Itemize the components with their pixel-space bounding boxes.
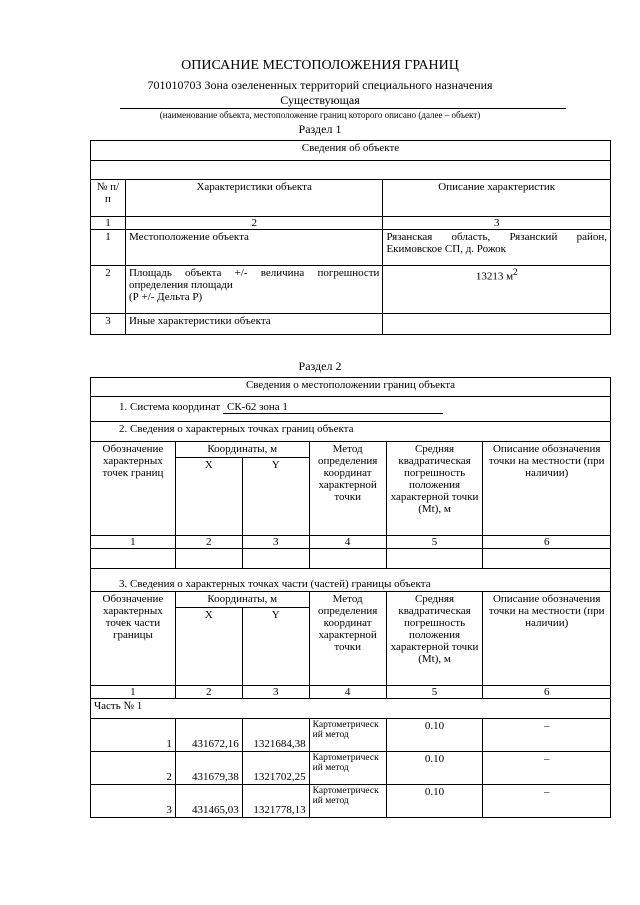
col-coords-header: Координаты, м <box>175 442 309 458</box>
point-x: 431672,16 <box>175 719 242 752</box>
index-cell: 6 <box>483 536 611 549</box>
col-desc-header: Описание характеристик <box>383 180 611 217</box>
index-cell: 1 <box>91 536 176 549</box>
point-method: Картометрическ ий метод <box>309 752 386 785</box>
point-x: 431679,38 <box>175 752 242 785</box>
underline <box>120 108 566 109</box>
col-mt-header: Средняя квадратическая погрешность положения характерной точки (Mt), м <box>386 592 483 686</box>
s2-heading: Сведения о местоположении границ объекта <box>91 378 611 397</box>
point-mt: 0.10 <box>386 719 483 752</box>
col-x-header: X <box>175 458 242 536</box>
point-y: 1321778,13 <box>242 785 309 818</box>
section2-label: Раздел 2 <box>298 359 342 373</box>
empty-cell <box>175 549 242 569</box>
index-cell: 1 <box>91 686 176 699</box>
object-status: Существующая <box>280 93 360 107</box>
index-cell: 2 <box>175 536 242 549</box>
col-x-header: X <box>175 608 242 686</box>
s1-empty-row <box>91 161 611 180</box>
row-char-formula: (Р +/- Дельта Р) <box>128 291 203 303</box>
col-coords-header: Координаты, м <box>175 592 309 608</box>
area-unit-sup: 2 <box>513 267 518 277</box>
point-mt: 0.10 <box>386 785 483 818</box>
point-desc: – <box>483 785 611 818</box>
col-method-header: Метод определения координат характерной точки <box>309 442 386 536</box>
col-num-header: № п/п <box>91 180 126 217</box>
index-cell: 3 <box>383 217 611 230</box>
section1-label: Раздел 1 <box>298 122 342 136</box>
row-char-text: Площадь объекта +/- величина погрешности определения площади <box>128 267 380 291</box>
table-row <box>91 719 611 752</box>
index-cell: 3 <box>242 536 309 549</box>
point-method: Картометрическ ий метод <box>309 719 386 752</box>
object-note: (наименование объекта, местоположение границ которого описано (далее – объект) <box>159 110 481 120</box>
row-num: 3 <box>91 314 126 335</box>
row-num: 1 <box>91 230 126 266</box>
point-y: 1321684,38 <box>242 719 309 752</box>
col-method-header: Метод определения координат характерной точки <box>309 592 386 686</box>
table-row <box>91 752 611 785</box>
index-cell: 2 <box>125 217 383 230</box>
row-num: 2 <box>91 266 126 314</box>
col-point-header: Обозначение характерных точек границ <box>91 442 176 536</box>
section2-table <box>90 377 611 818</box>
point-desc: – <box>483 719 611 752</box>
table-row <box>91 266 611 314</box>
index-cell: 4 <box>309 536 386 549</box>
row-char <box>125 266 383 314</box>
table-row <box>91 314 611 335</box>
part-label: Часть № 1 <box>91 699 611 719</box>
empty-cell <box>386 549 483 569</box>
coord-system-value: СК-62 зона 1 <box>223 401 443 414</box>
table-row <box>91 785 611 818</box>
coord-system-row <box>91 397 611 422</box>
index-cell: 5 <box>386 536 483 549</box>
s1-heading: Сведения об объекте <box>91 141 611 161</box>
parts-heading: 3. Сведения о характерных точках части (частей) границы объекта <box>91 569 611 592</box>
document-title: ОПИСАНИЕ МЕСТОПОЛОЖЕНИЯ ГРАНИЦ <box>181 58 459 73</box>
coord-system-label: 1. Система координат <box>119 401 221 413</box>
point-y: 1321702,25 <box>242 752 309 785</box>
col-y-header: Y <box>242 458 309 536</box>
col-desc-header: Описание обозначения точки на местности (при наличии) <box>483 442 611 536</box>
col-y-header: Y <box>242 608 309 686</box>
col-mt-header: Средняя квадратическая погрешность положения характерной точки (Mt), м <box>386 442 483 536</box>
object-name: 701010703 Зона озелененных территорий специального назначения <box>147 78 493 92</box>
index-cell: 3 <box>242 686 309 699</box>
index-cell: 2 <box>175 686 242 699</box>
point-x: 431465,03 <box>175 785 242 818</box>
area-value: 13213 м <box>475 270 514 283</box>
point-method: Картометрическ ий метод <box>309 785 386 818</box>
empty-cell <box>242 549 309 569</box>
point-num: 2 <box>91 752 176 785</box>
section1-table <box>90 140 611 335</box>
index-cell: 4 <box>309 686 386 699</box>
point-num: 3 <box>91 785 176 818</box>
empty-cell <box>309 549 386 569</box>
row-char: Местоположение объекта <box>125 230 383 266</box>
empty-cell <box>91 549 176 569</box>
empty-cell <box>483 549 611 569</box>
col-desc-header: Описание обозначения точки на местности (при наличии) <box>483 592 611 686</box>
row-char: Иные характеристики объекта <box>125 314 383 335</box>
index-cell: 5 <box>386 686 483 699</box>
row-desc <box>383 314 611 335</box>
col-point-part-header: Обозначение характерных точек части границы <box>91 592 176 686</box>
row-desc <box>383 266 611 314</box>
col-char-header: Характеристики объекта <box>125 180 383 217</box>
point-num: 1 <box>91 719 176 752</box>
point-mt: 0.10 <box>386 752 483 785</box>
table-row <box>91 230 611 266</box>
index-cell: 1 <box>91 217 126 230</box>
table-row <box>91 549 611 569</box>
points-heading: 2. Сведения о характерных точках границ объекта <box>91 422 611 442</box>
index-cell: 6 <box>483 686 611 699</box>
row-desc: Рязанская область, Рязанский район, Екимовское СП, д. Рожок <box>383 230 611 266</box>
point-desc: – <box>483 752 611 785</box>
